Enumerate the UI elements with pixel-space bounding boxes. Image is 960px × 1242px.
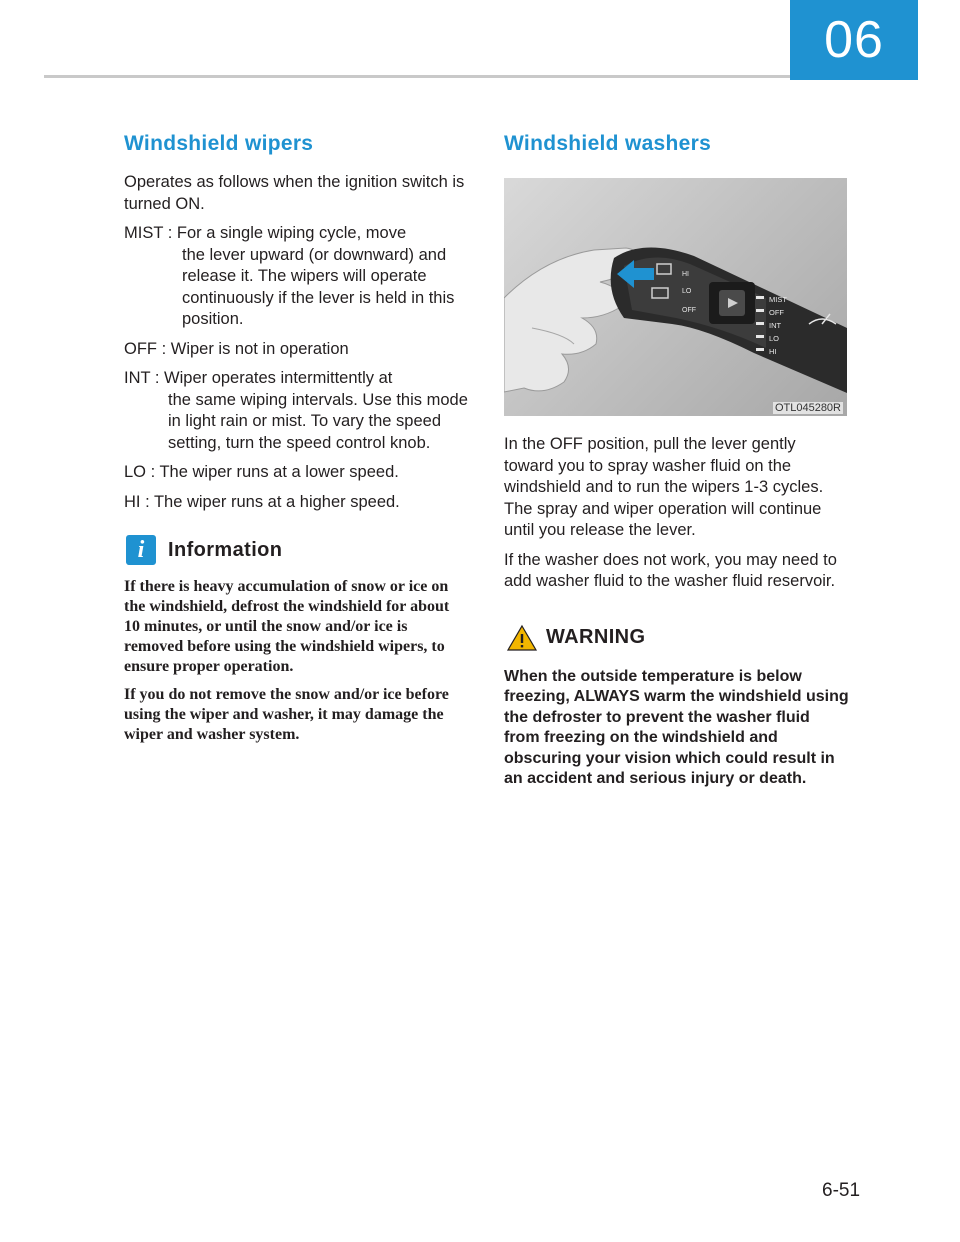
warning-header [506,623,849,653]
warning-text: When the outside temperature is below freezing, ALWAYS warm the windshield using the defroster to prevent the washer fluid from freezing on the windshield and obscuring your vision which could result in an accident and serious injury or death. [504,667,849,787]
stalk-label: MIST [769,295,787,304]
washers-text-1: In the OFF position, pull the lever gently toward you to spray washer fluid on the windshield and to run the wipers 1-3 cycles. The spray and wiper operation will continue until you release the lever. [504,435,824,539]
mode-off: OFF : Wiper is not in operation [124,339,349,358]
wiper-stalk-photo [504,178,847,416]
mode-lo: LO : The wiper runs at a lower speed. [124,463,399,481]
stalk-label: LO [769,334,780,343]
stalk-label: HI [769,347,777,356]
information-text-2: If you do not remove the snow and/or ice before using the wiper and washer, it may damage the wiper and washer system. [124,686,449,743]
info-icon: i [126,535,156,565]
stalk-label: LO [682,288,692,295]
stalk-label: HI [682,271,689,278]
information-text-1: If there is heavy accumulation of snow or ice on the windshield, defrost the windshield for about 10 minutes, or until the snow and/or ice is removed before using the windshield wipers, to ensure proper operation. [124,578,450,675]
stalk-label: INT [769,321,782,330]
chapter-tab: 06 [790,0,918,80]
mode-mist: MIST : For a single wiping cycle, move the lever upward (or downward) and release it. The wipers will operate continuously if the lever is held in this position. [124,224,455,328]
header-rule [44,75,790,78]
warning-icon [506,623,538,653]
figure-code: OTL045280R [774,402,841,414]
information-header [126,535,469,565]
wiper-stalk-illustration [504,178,847,416]
washers-text-2: If the washer does not work, you may need to add washer fluid to the washer fluid reservoir. [504,550,837,590]
left-column [124,132,469,753]
stalk-label: OFF [682,307,696,314]
right-column [504,132,849,790]
wipers-heading: Windshield wipers [124,132,314,155]
washers-heading: Windshield washers [504,132,712,155]
mode-hi: HI : The wiper runs at a higher speed. [124,492,400,511]
information-title: Information [168,538,283,561]
mode-int: INT : Wiper operates intermittently at the same wiping intervals. Use this mode in light rain or mist. To vary the speed setting, turn the speed control knob. [124,369,468,452]
wipers-intro: Operates as follows when the ignition switch is turned ON. [124,173,465,213]
warning-title: WARNING [546,626,646,648]
stalk-label: OFF [769,308,784,317]
page-number: 6-51 [822,1180,861,1201]
